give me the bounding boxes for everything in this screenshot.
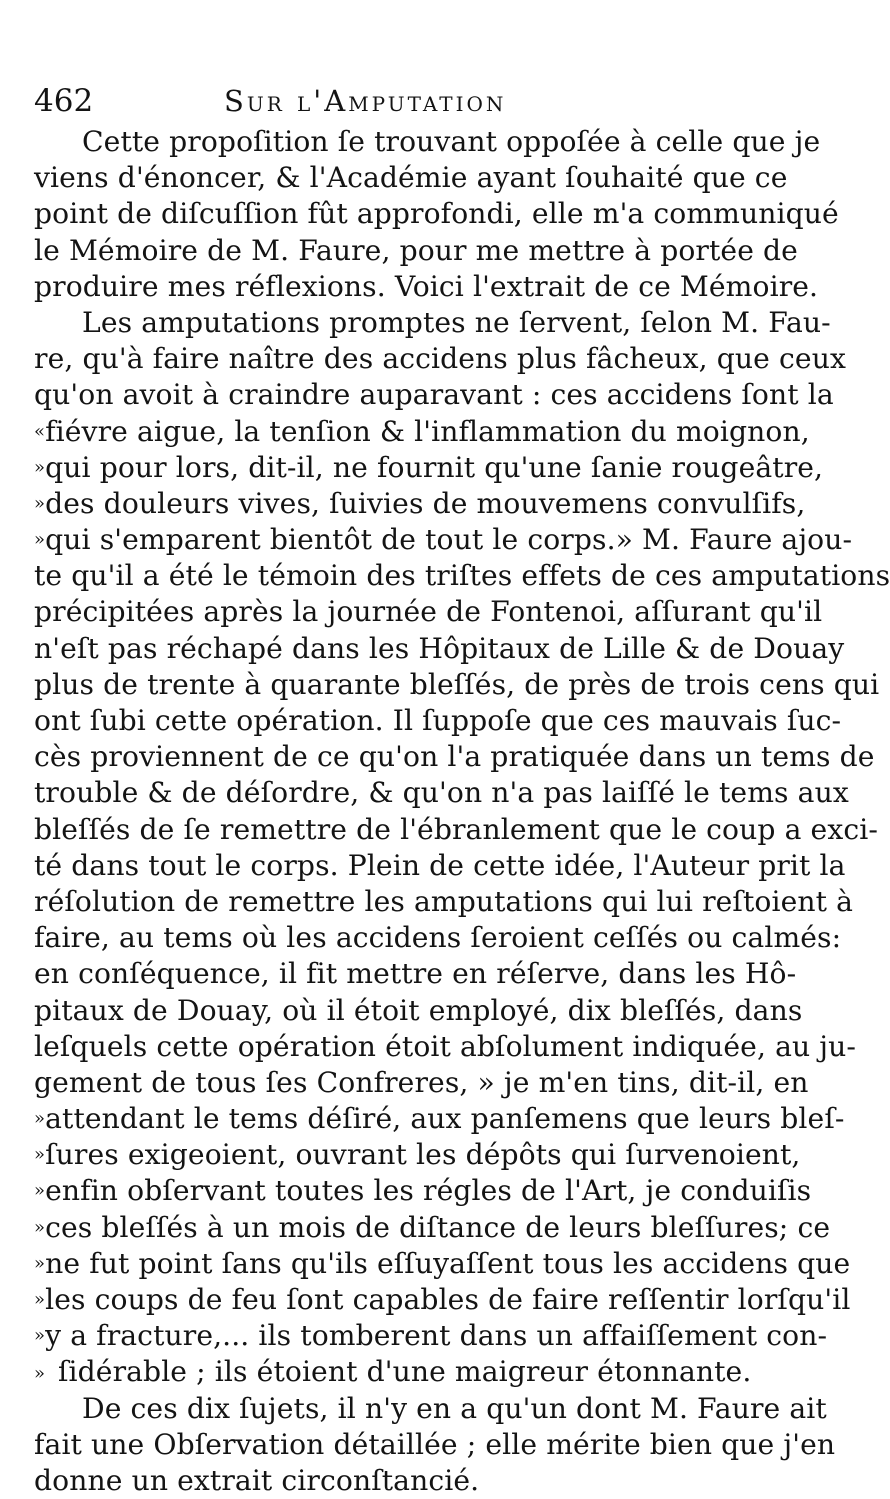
text-line-content: ne fut point ſans qu'ils eſſuyaſſent tous les accidens que xyxy=(45,1246,851,1280)
running-head xyxy=(34,78,770,124)
text-line: bleſſés de ſe remettre de l'ébranlement que le coup a exci- xyxy=(34,812,878,846)
text-line: pitaux de Douay, où il étoit employé, dix bleſſés, dans xyxy=(34,993,803,1027)
text-line: donne un extrait circonſtancié. xyxy=(34,1463,480,1497)
text-line xyxy=(34,450,824,486)
text-line: produire mes réflexions. Voici l'extrait de ce Mémoire. xyxy=(34,269,819,303)
quote-mark: » xyxy=(34,1108,46,1130)
text-line-content: attendant le tems déſiré, aux panſemens que leurs bleſ- xyxy=(45,1102,845,1136)
text-line xyxy=(34,1246,851,1282)
text-line xyxy=(34,1210,831,1246)
text-line xyxy=(34,1101,845,1137)
quote-mark: » xyxy=(34,492,46,514)
body-text xyxy=(34,124,890,1499)
text-line: re, qu'à faire naître des accidens plus fâcheux, que ceux xyxy=(34,342,846,376)
text-line-content: y a fracture,... ils tomberent dans un affaiſſement con- xyxy=(45,1319,828,1353)
quote-mark: » xyxy=(34,1325,46,1347)
text-line xyxy=(34,486,806,522)
quote-mark: « xyxy=(34,420,46,442)
text-line: te qu'il a été le témoin des triſtes effets de ces amputations xyxy=(34,559,890,593)
text-line-content: les coups de feu ſont capables de faire reſſentir lorſqu'il xyxy=(45,1283,851,1316)
text-line: point de diſcuſſion fût approfondi, elle m'a communiqué xyxy=(34,197,839,231)
text-line: té dans tout le corps. Plein de cette idée, l'Auteur prit la xyxy=(34,848,846,882)
text-line xyxy=(34,522,853,558)
text-line xyxy=(34,1137,801,1173)
running-title: Sur l'Amputation xyxy=(224,84,507,118)
text-line: Les amputations promptes ne ſervent, ſelon M. Fau- xyxy=(82,305,831,339)
text-line-content: ces bleſſés à un mois de diſtance de leurs bleſſures; ce xyxy=(45,1210,831,1244)
text-line: n'eſt pas réchapé dans les Hôpitaux de Lille & de Douay xyxy=(34,631,845,665)
text-line: trouble & de déſordre, & qu'on n'a pas laiſſé le tems aux xyxy=(34,776,849,810)
text-line: ont ſubi cette opération. Il ſuppoſe que ces mauvais ſuc- xyxy=(34,704,842,737)
text-line: plus de trente à quarante bleſſés, de près de trois cens qui xyxy=(34,667,880,701)
quote-mark: » xyxy=(34,1216,46,1238)
text-line: viens d'énoncer, & l'Académie ayant ſouhaité que ce xyxy=(34,161,788,195)
text-line xyxy=(34,1282,851,1318)
text-line-content: fiévre aigue, la tenſion & l'inflammation du moignon, xyxy=(45,414,810,448)
text-line: cès proviennent de ce qu'on l'a pratiquée dans un tems de xyxy=(34,740,875,774)
text-line xyxy=(34,1173,812,1209)
quote-mark: » xyxy=(34,456,46,478)
quote-mark: » xyxy=(34,1362,46,1384)
text-line: De ces dix ſujets, il n'y en a qu'un dont M. Faure ait xyxy=(82,1391,827,1425)
text-line-content: des douleurs vives, ſuivies de mouvemens convulſifs, xyxy=(45,486,806,520)
text-line: leſquels cette opération étoit abſolument indiquée, au ju- xyxy=(34,1029,857,1063)
text-line: réſolution de remettre les amputations qui lui reſtoient à xyxy=(34,884,853,918)
quote-mark: » xyxy=(34,529,46,551)
quote-mark: » xyxy=(34,1289,46,1310)
text-line: Cette propoſition ſe trouvant oppoſée à celle que je xyxy=(82,125,821,158)
text-line xyxy=(34,1318,828,1354)
quote-mark: » xyxy=(34,1180,46,1202)
text-line: qu'on avoit à craindre auparavant : ces accidens ſont la xyxy=(34,378,834,412)
text-line-content: ſidérable ; ils étoient d'une maigreur étonnante. xyxy=(58,1355,752,1389)
quote-mark: » xyxy=(34,1252,46,1274)
text-line: en conſéquence, il fit mettre en réſerve, dans les Hô- xyxy=(34,957,797,991)
text-line: faire, au tems où les accidens ſeroient ceſſés ou calmés: xyxy=(34,921,842,955)
text-line-content: ſures exigeoient, ouvrant les dépôts qui ſurvenoient, xyxy=(45,1138,801,1172)
text-line: gement de tous ſes Confreres, » je m'en tins, dit-il, en xyxy=(34,1065,809,1099)
text-line: fait une Obſervation détaillée ; elle mérite bien que j'en xyxy=(34,1427,836,1461)
quote-mark: » xyxy=(34,1144,46,1166)
page-number: 462 xyxy=(34,83,94,119)
text-line-content: qui s'emparent bientôt de tout le corps.» M. Faure ajou- xyxy=(45,523,853,557)
text-line-content: qui pour lors, dit-il, ne fournit qu'une ſanie rougeâtre, xyxy=(45,450,824,484)
text-line: précipitées après la journée de Fontenoi, aſſurant qu'il xyxy=(34,595,823,629)
text-line-content: enfin obſervant toutes les régles de l'Art, je conduiſis xyxy=(45,1174,812,1208)
text-line xyxy=(34,1354,770,1390)
text-line: le Mémoire de M. Faure, pour me mettre à portée de xyxy=(34,233,798,267)
text-line xyxy=(34,414,810,450)
